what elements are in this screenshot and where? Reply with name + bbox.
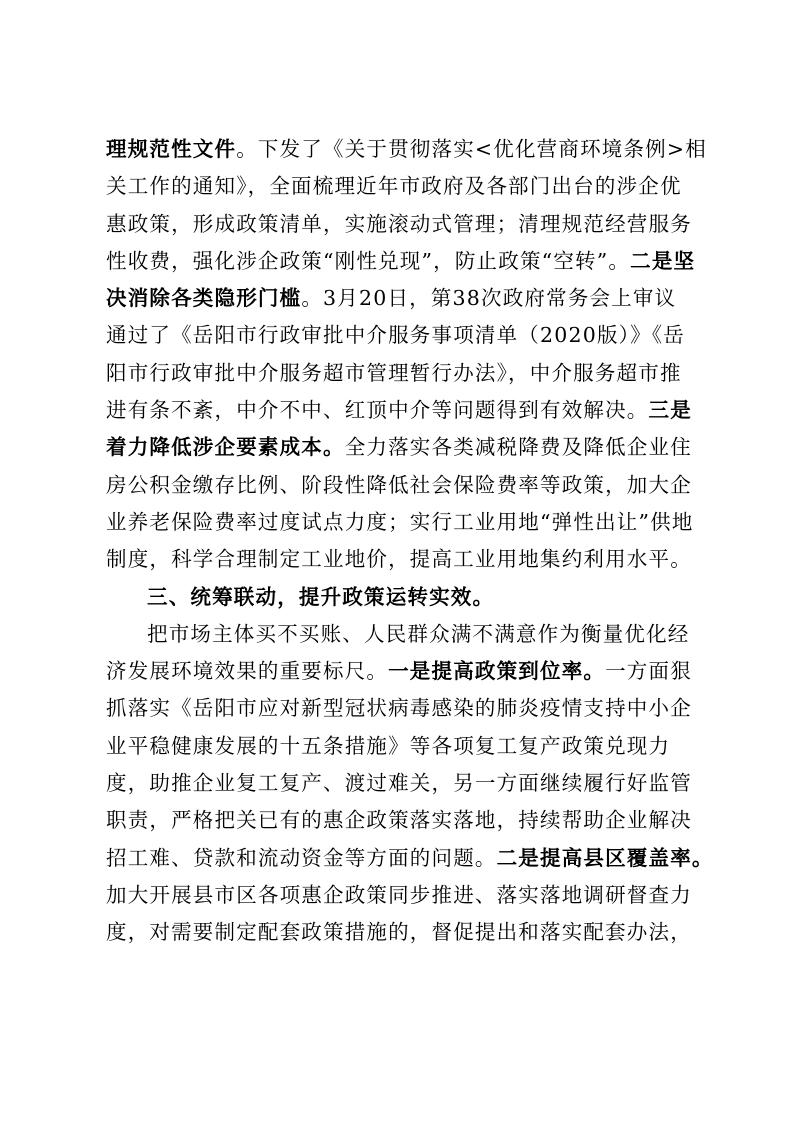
- text-run: 把市场主体买不买账、人民群众满不满意作为衡量优化经: [147, 621, 690, 646]
- text-line: [106, 765, 692, 802]
- text-run: 进有条不紊，中介不中、红顶中介等问题得到有效解决。: [106, 398, 649, 423]
- text-run: 业平稳健康发展的十五条措施》等各项复工复产政策兑现力: [106, 733, 671, 758]
- text-line: [106, 467, 692, 504]
- text-line: [106, 206, 692, 243]
- text-run: 一方面狠: [605, 659, 692, 684]
- text-run: 业养老保险费率过度试点力度；实行工业用地“弹性出让”供地: [106, 509, 694, 534]
- text-line: [106, 541, 692, 578]
- text-line: [106, 243, 696, 280]
- text-line: [106, 355, 686, 392]
- text-run: 。下发了《关于贯彻落实<优化营商环境条例>相: [236, 137, 707, 161]
- bold-phrase: 决消除各类隐形门槛: [106, 286, 302, 311]
- text-line: [106, 392, 692, 429]
- bold-phrase: 三是: [648, 398, 692, 423]
- bold-phrase: 二是坚: [630, 248, 696, 273]
- text-line: [106, 131, 707, 168]
- text-run: 招工难、贷款和流动资金等方面的问题。: [106, 845, 497, 870]
- text-run: 房公积金缴存比例、阶段性降低社会保险费率等政策，加大企: [106, 472, 692, 497]
- text-line: [106, 504, 694, 541]
- bold-phrase: 理规范性文件: [106, 137, 237, 161]
- text-run: 阳市行政审批中介服务超市管理暂行办法》，中介服务超市推: [106, 360, 682, 385]
- bold-phrase: 二是提高县区覆盖率。: [496, 845, 714, 870]
- text-run: 职责，严格把关已有的惠企政策落实落地，持续帮助企业解决: [106, 808, 692, 833]
- text-line: [106, 728, 686, 765]
- text-run: 全力落实各类减税降费及降低企业住: [344, 435, 692, 460]
- text-run: 性收费，强化涉企政策“刚性兑现”，防止政策“空转”。: [106, 248, 631, 273]
- text-run: 加大开展县市区各项惠企政策同步推进、落实落地调研督查力: [106, 882, 692, 907]
- section-heading-3: [106, 579, 686, 616]
- text-run: 济发展环境效果的重要标尺。: [106, 659, 389, 684]
- text-line: [106, 616, 690, 653]
- text-line: [106, 802, 692, 839]
- text-run: 关工作的通知》，全面梳理近年市政府及各部门出台的涉企优: [106, 174, 682, 199]
- text-run: 。3月20日，第38次政府常务会上审议: [301, 286, 677, 311]
- text-run: 制度，科学合理制定工业地价，提高工业用地集约利用水平。: [106, 547, 692, 572]
- text-line: [106, 168, 686, 205]
- paragraph-policy-effectiveness: [106, 616, 714, 952]
- text-run: 抓落实《岳阳市应对新型冠状病毒感染的肺炎疫情支持中小企: [106, 696, 692, 721]
- text-line: [106, 877, 692, 914]
- document-body: [106, 131, 714, 952]
- text-run: 通过了《岳阳市行政审批中介服务事项清单（2020版）》《岳: [106, 323, 685, 348]
- text-line: [106, 914, 692, 951]
- text-run: 惠政策，形成政策清单，实施滚动式管理；清理规范经营服务: [106, 211, 692, 236]
- text-line: [106, 429, 692, 466]
- text-line: [106, 653, 692, 690]
- text-run: 度，助推企业复工复产、渡过难关，另一方面继续履行好监管: [106, 771, 692, 796]
- text-line: [106, 317, 686, 354]
- text-run: 度，对需要制定配套政策措施的，督促提出和落实配套办法，: [106, 920, 692, 945]
- text-line: [106, 690, 692, 727]
- bold-phrase: 一是提高政策到位率。: [388, 659, 606, 684]
- section-heading-3-text: 三、统筹联动，提升政策运转实效。: [147, 584, 495, 609]
- bold-phrase: 着力降低涉企要素成本。: [106, 435, 345, 460]
- text-line: [106, 280, 686, 317]
- text-line: [106, 840, 714, 877]
- paragraph-policy-cleanup: [106, 131, 707, 579]
